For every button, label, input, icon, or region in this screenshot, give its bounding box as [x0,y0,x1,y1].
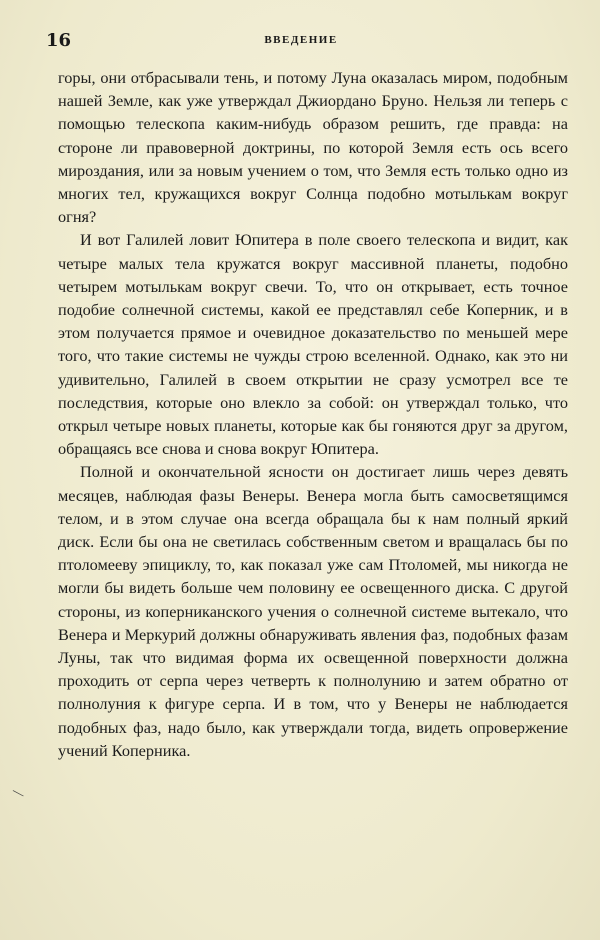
paragraph-venus: Полной и окончательной ясности он достигает лишь через девять месяцев, наблюдая фазы Венеры. Венера могла быть самосветящимся телом, и в этом случае она всегда обращала бы к нам полный яркий диск. Если бы она не светилась собственным светом и вращалась бы по птоломееву эпициклу, то, как показал уже сам Птоломей, мы никогда не могли бы видеть больше чем половину ее освещенного диска. С другой стороны, из коперниканского учения о солнечной системе вытекало, что Венера и Меркурий должны обнаруживать явления фаз, подобных фазам Луны, так что видимая форма их освещенной поверхности должна проходить от серпа через четверть к полнолунию и затем обратно от полнолуния к фигуре серпа. И в том, что у Венеры не наблюдается подобных фаз, надо было, как утверждали тогда, видеть опровержение учений Коперника. [58,462,568,760]
page-number: 16 [46,30,72,51]
body-text [58,66,568,762]
running-title: ВВЕДЕНИЕ [264,34,338,46]
paragraph-continuation: горы, они отбрасывали тень, и потому Луна оказалась миром, подобным нашей Земле, как уже утверждал Джиордано Бруно. Нельзя ли теперь с помощью телескопа каким-нибудь образом решить, где правда: на стороне ли правоверной доктрины, по которой Земля есть ось всего мироздания, или за новым учением о том, что Земля есть только одно из многих тел, кружащихся вокруг Солнца подобно мотылькам вокруг огня? [58,68,568,227]
paragraph-jupiter: И вот Галилей ловит Юпитера в поле своего телескопа и видит, как четыре малых тела кружатся вокруг массивной планеты, подобно четырем мотылькам вокруг свечи. То, что он открывает, есть точное подобие солнечной системы, какой ее представлял себе Коперник, и в этом получается прямое и очевидное доказательство по меньшей мере того, что такие системы не чужды строю вселенной. Однако, как это ни удивительно, Галилей в своем открытии не сразу усмотрел все те последствия, которые оно влекло за собой: он утверждал только, что открыл четыре новых планеты, которые как бы гоняются друг за другом, обращаясь все снова и снова вокруг Юпитера. [58,230,568,459]
page-header [46,30,556,54]
margin-pencil-mark: ╲ [13,788,24,800]
